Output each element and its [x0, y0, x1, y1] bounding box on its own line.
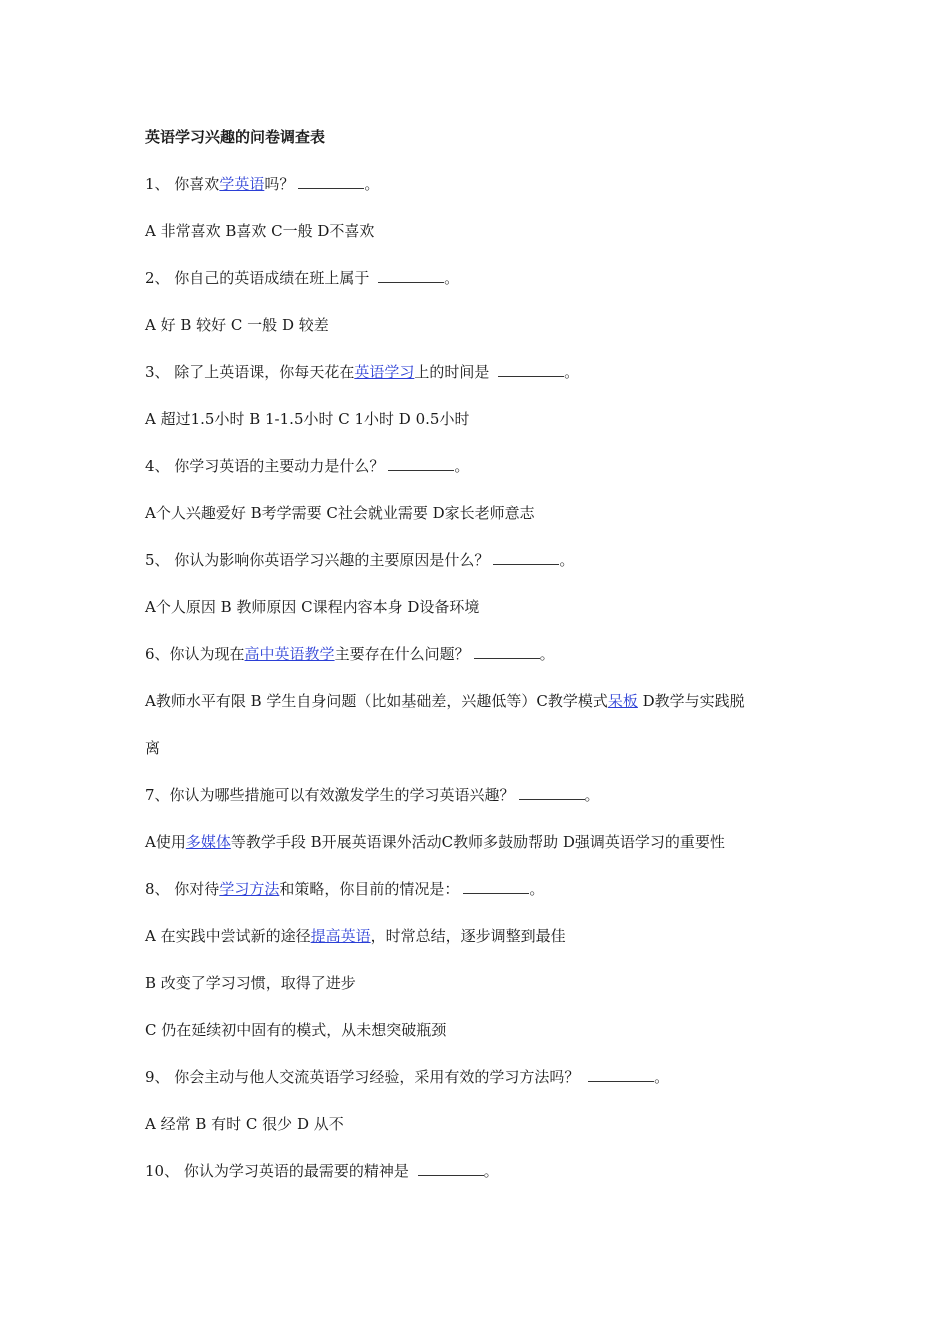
answer-blank: [519, 785, 585, 800]
answer-blank: [378, 268, 444, 283]
document-title: 英语学习兴趣的问卷调查表: [145, 128, 326, 146]
answer-blank: [463, 879, 529, 894]
question-8: 8、 你对待学习方法和策略，你目前的情况是： 。: [145, 880, 545, 898]
link-rigid[interactable]: 呆板: [607, 692, 638, 710]
question-3: 3、 除了上英语课，你每天花在英语学习上的时间是 。: [145, 363, 580, 381]
question-7-options: A使用多媒体等教学手段 B开展英语课外活动C教师多鼓励帮助 D强调英语学习的重要性: [145, 833, 725, 851]
link-improve-english[interactable]: 提高英语: [310, 927, 371, 945]
link-study-methods[interactable]: 学习方法: [219, 880, 280, 898]
link-multimedia[interactable]: 多媒体: [185, 833, 231, 851]
question-7: 7、你认为哪些措施可以有效激发学生的学习英语兴趣？ 。: [145, 786, 600, 804]
question-9: 9、 你会主动与他人交流英语学习经验，采用有效的学习方法吗？ 。: [145, 1068, 670, 1086]
question-5: 5、 你认为影响你英语学习兴趣的主要原因是什么？ 。: [145, 551, 575, 569]
question-8-option-a: A 在实践中尝试新的途径提高英语，时常总结，逐步调整到最佳: [145, 927, 566, 945]
question-6-options-continued: 离: [145, 739, 161, 757]
question-10: 10、 你认为学习英语的最需要的精神是 。: [145, 1162, 499, 1180]
answer-blank: [498, 362, 564, 377]
question-8-option-b: B 改变了学习习惯，取得了进步: [145, 974, 356, 992]
question-2-options: A 好 B 较好 C 一般 D 较差: [145, 316, 329, 334]
question-9-options: A 经常 B 有时 C 很少 D 从不: [145, 1115, 344, 1133]
answer-blank: [474, 644, 540, 659]
answer-blank: [418, 1161, 484, 1176]
answer-blank: [588, 1067, 654, 1082]
document-page: [145, 124, 825, 1205]
answer-blank: [298, 174, 364, 189]
question-4-options: A个人兴趣爱好 B考学需要 C社会就业需要 D家长老师意志: [145, 504, 535, 522]
link-english-study[interactable]: 英语学习: [354, 363, 415, 381]
answer-blank: [388, 456, 454, 471]
link-learn-english[interactable]: 学英语: [219, 175, 265, 193]
question-6-options: A教师水平有限 B 学生自身问题（比如基础差，兴趣低等）C教学模式呆板 D教学与实践脱: [145, 692, 745, 710]
question-2: 2、 你自己的英语成绩在班上属于 。: [145, 269, 460, 287]
question-6: 6、你认为现在高中英语教学主要存在什么问题？ 。: [145, 645, 555, 663]
question-5-options: A个人原因 B 教师原因 C课程内容本身 D设备环境: [145, 598, 480, 616]
answer-blank: [493, 550, 559, 565]
question-4: 4、 你学习英语的主要动力是什么？ 。: [145, 457, 470, 475]
question-3-options: A 超过1.5小时 B 1-1.5小时 C 1小时 D 0.5小时: [145, 410, 470, 428]
question-8-option-c: C 仍在延续初中固有的模式，从未想突破瓶颈: [145, 1021, 447, 1039]
question-1: 1、 你喜欢学英语吗？ 。: [145, 175, 380, 193]
question-1-options: A 非常喜欢 B喜欢 C一般 D不喜欢: [145, 222, 375, 240]
link-high-school-english-teaching[interactable]: 高中英语教学: [244, 645, 335, 663]
